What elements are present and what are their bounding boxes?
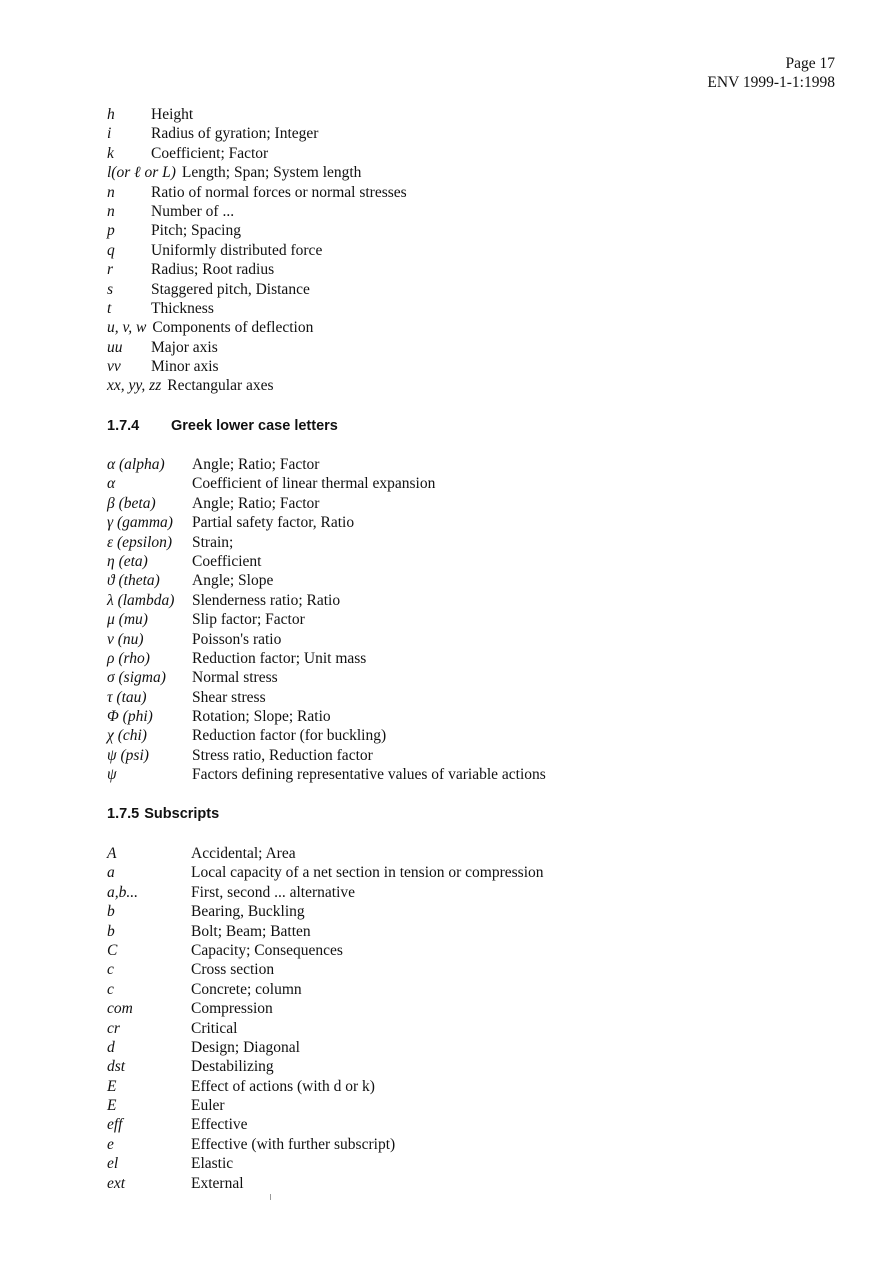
list-item: [107, 1174, 827, 1193]
symbol: c: [107, 961, 114, 979]
symbol: E: [107, 1077, 117, 1095]
description: Rotation; Slope; Ratio: [192, 708, 331, 726]
symbol: C: [107, 941, 118, 959]
description: Angle; Ratio; Factor: [192, 494, 320, 512]
description: Critical: [191, 1019, 238, 1037]
symbol: el: [107, 1155, 119, 1173]
description: Bearing, Buckling: [191, 903, 305, 921]
list-item: [107, 357, 827, 376]
description: Normal stress: [192, 669, 278, 687]
list-item: [107, 726, 827, 745]
symbol: γ (gamma): [107, 514, 173, 532]
list-item: [107, 183, 827, 202]
description: Effect of actions (with d or k): [191, 1077, 375, 1095]
symbol: eff: [107, 1116, 123, 1134]
symbol: ϑ (theta): [107, 572, 160, 590]
list-item: [107, 221, 827, 240]
symbol: n: [107, 202, 115, 220]
symbol: ρ (rho): [107, 649, 150, 667]
subscript-list: [107, 844, 827, 1193]
description: Height: [151, 106, 194, 123]
symbol: Φ (phi): [107, 708, 153, 726]
symbol: d: [107, 1038, 115, 1056]
description: Radius of gyration; Integer: [151, 125, 319, 143]
description: Effective (with further subscript): [191, 1135, 396, 1153]
list-item: [107, 980, 827, 999]
symbol: E: [107, 1097, 117, 1115]
symbol: e: [107, 1135, 114, 1153]
list-item: [107, 124, 827, 143]
description: Length; Span; System length: [181, 164, 362, 182]
description: Coefficient of linear thermal expansion: [192, 475, 436, 493]
symbol: A: [107, 845, 117, 862]
symbol: η (eta): [107, 552, 148, 570]
page-header: [707, 54, 835, 92]
description: Reduction factor (for buckling): [192, 727, 387, 745]
list-item: [107, 105, 827, 124]
description: Slenderness ratio; Ratio: [192, 591, 341, 609]
list-item: [107, 1057, 827, 1076]
symbol: b: [107, 922, 115, 940]
greek-symbol-list: [107, 455, 827, 785]
section-title: Greek lower case letters: [171, 418, 338, 434]
description: Capacity; Consequences: [191, 941, 343, 959]
description: Number of ...: [151, 202, 235, 220]
symbol: n: [107, 183, 115, 201]
section-title: Subscripts: [144, 806, 220, 822]
list-item: [107, 1135, 827, 1154]
list-item: [107, 494, 827, 513]
list-item: [107, 707, 827, 726]
symbol: σ (sigma): [107, 669, 166, 687]
list-item: [107, 260, 827, 279]
description: Angle; Slope: [192, 572, 274, 590]
description: Concrete; column: [191, 980, 302, 998]
list-item: [107, 902, 827, 921]
symbol: ψ: [107, 766, 117, 784]
description: Thickness: [151, 299, 214, 317]
symbol: a: [107, 864, 115, 882]
list-item: [107, 552, 827, 571]
list-item: [107, 960, 827, 979]
description: Effective: [191, 1116, 248, 1134]
page-number: Page 17: [785, 55, 835, 72]
description: Uniformly distributed force: [151, 241, 323, 259]
latin-symbol-list: [107, 105, 827, 396]
symbol: r: [107, 261, 114, 279]
list-item: [107, 999, 827, 1018]
list-item: [107, 883, 827, 902]
list-item: [107, 1038, 827, 1057]
list-item: [107, 1077, 827, 1096]
symbol: p: [107, 222, 115, 240]
description: Radius; Root radius: [151, 261, 275, 279]
symbol: i: [107, 125, 112, 143]
symbol: b: [107, 903, 115, 921]
list-item: [107, 649, 827, 668]
description: Coefficient; Factor: [151, 144, 269, 162]
list-item: [107, 338, 827, 357]
list-item: [107, 241, 827, 260]
symbol: ν (nu): [107, 630, 144, 648]
list-item: [107, 1115, 827, 1134]
symbol: ext: [107, 1174, 126, 1192]
symbol: μ (mu): [107, 611, 148, 629]
list-item: [107, 863, 827, 882]
description: Shear stress: [192, 688, 266, 706]
symbol: s: [107, 280, 114, 298]
description: Components of deflection: [152, 319, 314, 337]
symbol: a,b...: [107, 883, 138, 901]
symbol: χ (chi): [107, 727, 147, 745]
description: Design; Diagonal: [191, 1038, 300, 1056]
symbol: β (beta): [107, 494, 156, 512]
section-number: 1.7.5: [107, 806, 140, 822]
list-item: [107, 163, 827, 182]
section-heading-greek: [107, 417, 338, 435]
section-heading-subscripts: [107, 805, 219, 823]
list-item: [107, 668, 827, 687]
list-item: [107, 376, 827, 395]
description: Major axis: [151, 338, 218, 356]
description: Accidental; Area: [191, 845, 296, 862]
symbol: ψ (psi): [107, 746, 149, 764]
description: Minor axis: [151, 358, 219, 376]
description: Coefficient: [192, 552, 262, 570]
standard-reference: ENV 1999-1-1:1998: [707, 74, 835, 91]
list-item: [107, 1154, 827, 1173]
list-item: [107, 746, 827, 765]
list-item: [107, 610, 827, 629]
description: Ratio of normal forces or normal stresses: [151, 183, 407, 201]
description: Pitch; Spacing: [151, 222, 241, 240]
list-item: [107, 533, 827, 552]
symbol: com: [107, 1000, 133, 1018]
symbol: uu: [107, 338, 123, 356]
symbol: τ (tau): [107, 688, 147, 706]
section-number: 1.7.4: [107, 418, 140, 434]
description: Staggered pitch, Distance: [151, 280, 310, 298]
description: Local capacity of a net section in tension or compression: [191, 864, 544, 882]
description: First, second ... alternative: [191, 883, 355, 901]
list-item: [107, 299, 827, 318]
description: Elastic: [191, 1155, 234, 1173]
list-item: [107, 922, 827, 941]
symbol: λ (lambda): [107, 591, 175, 609]
description: Slip factor; Factor: [192, 611, 305, 629]
symbol: α (alpha): [107, 456, 165, 473]
symbol: u, v, w: [107, 319, 147, 337]
description: Rectangular axes: [167, 377, 274, 395]
list-item: [107, 1096, 827, 1115]
list-item: [107, 280, 827, 299]
description: Factors defining representative values of variable actions: [192, 766, 546, 784]
symbol: c: [107, 980, 114, 998]
list-item: [107, 941, 827, 960]
description: Poisson's ratio: [192, 630, 282, 648]
symbol: dst: [107, 1058, 126, 1076]
symbol: xx, yy, zz: [107, 377, 162, 395]
scan-mark: [270, 1194, 271, 1200]
list-item: [107, 591, 827, 610]
description: Compression: [191, 1000, 273, 1018]
list-item: [107, 144, 827, 163]
list-item: [107, 455, 827, 474]
list-item: [107, 688, 827, 707]
list-item: [107, 513, 827, 532]
list-item: [107, 765, 827, 784]
description: Cross section: [191, 961, 275, 979]
description: External: [191, 1174, 244, 1192]
description: Euler: [191, 1097, 225, 1115]
list-item: [107, 630, 827, 649]
symbol: α: [107, 475, 116, 493]
symbol: k: [107, 144, 114, 162]
description: Destabilizing: [191, 1058, 274, 1076]
description: Stress ratio, Reduction factor: [192, 746, 373, 764]
list-item: [107, 318, 827, 337]
symbol: t: [107, 299, 112, 317]
list-item: [107, 202, 827, 221]
list-item: [107, 571, 827, 590]
description: Bolt; Beam; Batten: [191, 922, 311, 940]
symbol: q: [107, 241, 115, 259]
symbol: vv: [107, 358, 121, 376]
description: Reduction factor; Unit mass: [192, 649, 367, 667]
symbol: ε (epsilon): [107, 533, 173, 551]
description: Angle; Ratio; Factor: [192, 456, 320, 473]
description: Partial safety factor, Ratio: [192, 514, 355, 532]
list-item: [107, 844, 827, 863]
symbol: h: [107, 106, 115, 123]
symbol: cr: [107, 1019, 120, 1037]
description: Strain;: [192, 533, 234, 551]
symbol: l(or ℓ or L): [107, 164, 176, 182]
list-item: [107, 474, 827, 493]
list-item: [107, 1019, 827, 1038]
